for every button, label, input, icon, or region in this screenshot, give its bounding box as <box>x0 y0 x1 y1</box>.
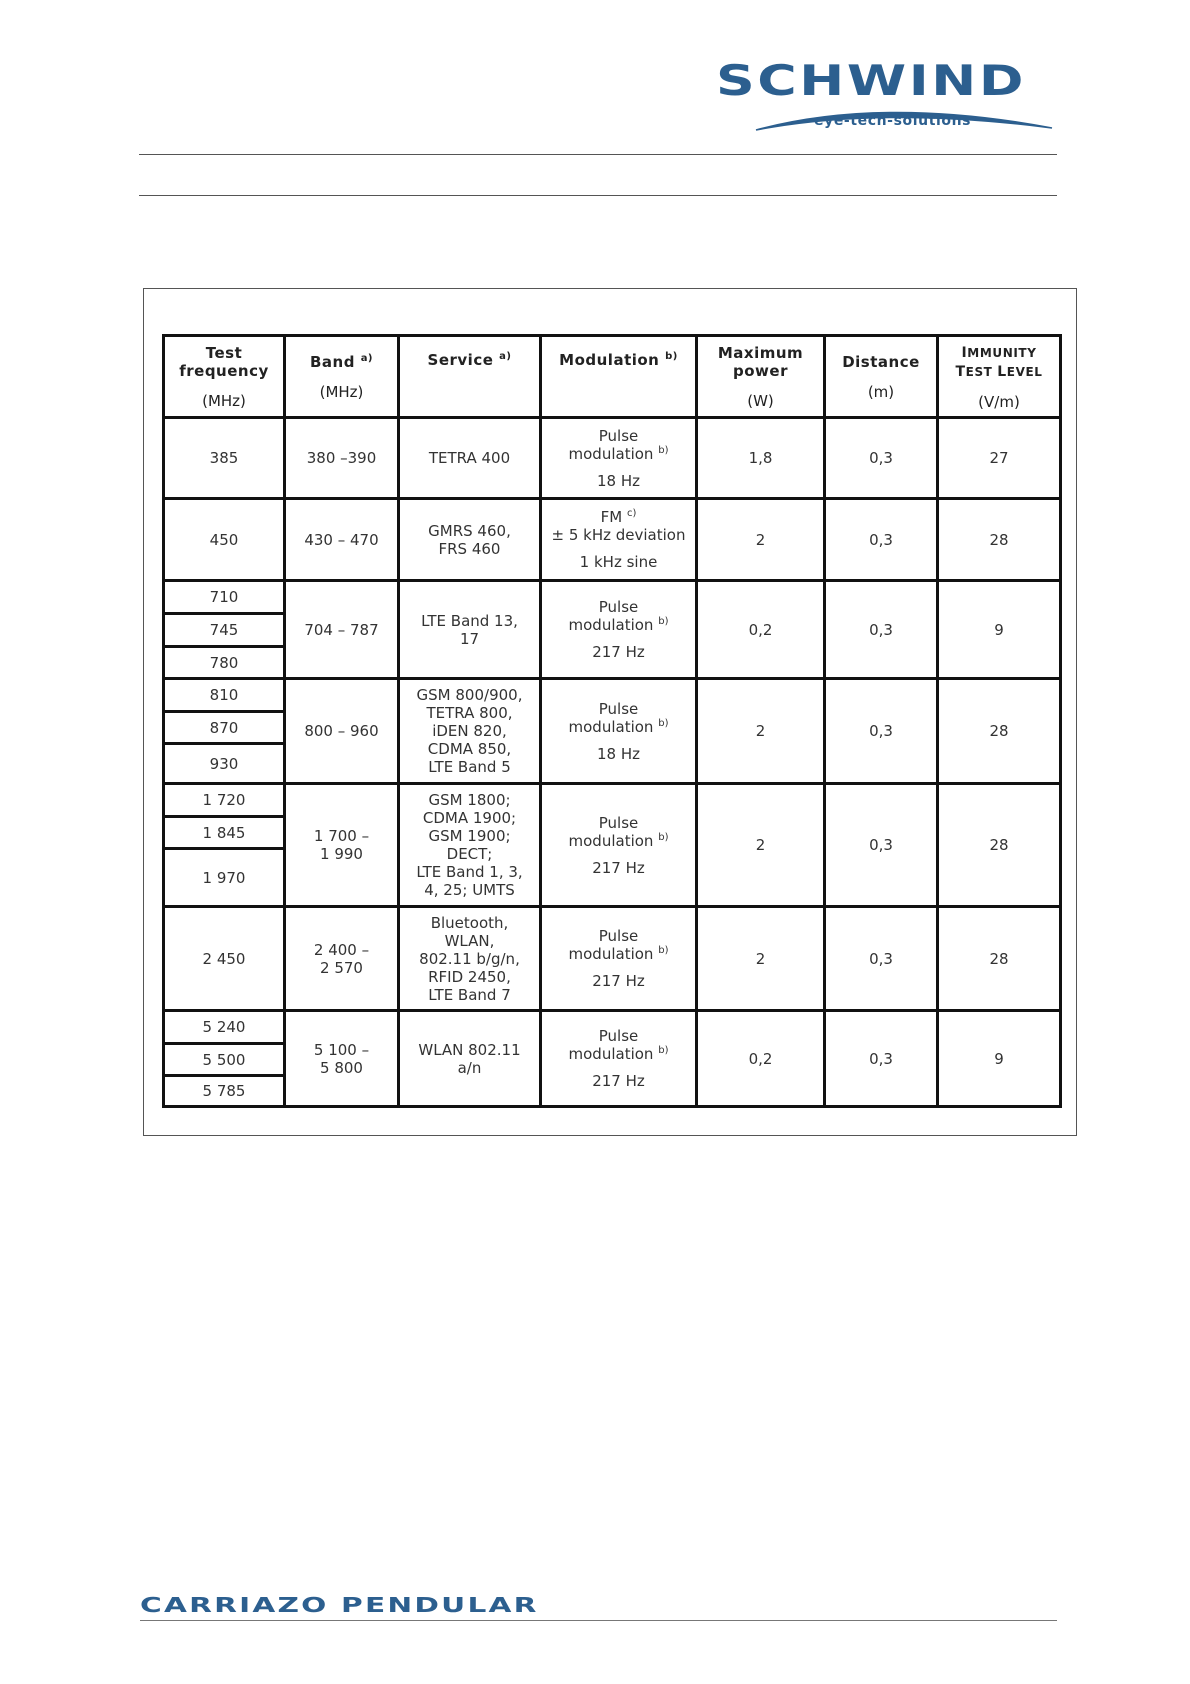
service-cell: TETRA 400 <box>399 418 541 499</box>
schwind-logo <box>712 56 1062 136</box>
modulation-cell: Pulse modulation $^{b)}$ 217 Hz <box>541 581 697 679</box>
band-cell: 1 700 – 1 990 <box>285 784 399 907</box>
header-rule-1 <box>139 154 1057 155</box>
header-rule-2 <box>139 195 1057 196</box>
max-power-cell: 2 <box>697 499 825 581</box>
logo-wordmark: SCHWIND <box>716 56 1027 105</box>
service-cell: Bluetooth, WLAN, 802.11 b/g/n, RFID 2450, LTE Band 7 <box>399 907 541 1011</box>
service-cell: GSM 1800; CDMA 1900; GSM 1900; DECT; LTE Band 1, 3, 4, 25; UMTS <box>399 784 541 907</box>
band-cell: 380 –390 <box>285 418 399 499</box>
modulation-cell: Pulse modulation $^{b)}$ 18 Hz <box>541 679 697 784</box>
table-row <box>164 1011 1061 1044</box>
max-power-cell: 2 <box>697 679 825 784</box>
table-row <box>164 679 1061 712</box>
frequency-cell: 710 <box>164 581 285 614</box>
max-power-cell: 1,8 <box>697 418 825 499</box>
immunity-level-cell: 28 <box>938 499 1061 581</box>
frequency-cell: 2 450 <box>164 907 285 1011</box>
frequency-cell: 780 <box>164 647 285 679</box>
header-test-frequency: Test frequency (MHz) <box>164 336 285 418</box>
band-cell: 2 400 – 2 570 <box>285 907 399 1011</box>
table-row <box>164 907 1061 1011</box>
modulation-cell: Pulse modulation $^{b)}$ 217 Hz <box>541 784 697 907</box>
frequency-cell: 1 845 <box>164 817 285 849</box>
header-distance: Distance (m) <box>825 336 938 418</box>
distance-cell: 0,3 <box>825 1011 938 1107</box>
distance-cell: 0,3 <box>825 499 938 581</box>
frequency-cell: 5 785 <box>164 1076 285 1107</box>
header-band: Band $^{a)}$ (MHz) <box>285 336 399 418</box>
table-row <box>164 581 1061 614</box>
immunity-level-cell: 28 <box>938 784 1061 907</box>
frequency-cell: 385 <box>164 418 285 499</box>
distance-cell: 0,3 <box>825 418 938 499</box>
service-cell: GMRS 460, FRS 460 <box>399 499 541 581</box>
footer-rule <box>140 1620 1057 1621</box>
distance-cell: 0,3 <box>825 784 938 907</box>
frequency-cell: 1 970 <box>164 849 285 907</box>
max-power-cell: 2 <box>697 784 825 907</box>
modulation-cell: Pulse modulation $^{b)}$ 217 Hz <box>541 907 697 1011</box>
table-row <box>164 784 1061 817</box>
table-row <box>164 499 1061 581</box>
band-cell: 5 100 – 5 800 <box>285 1011 399 1107</box>
modulation-cell: Pulse modulation $^{b)}$ 18 Hz <box>541 418 697 499</box>
band-cell: 430 – 470 <box>285 499 399 581</box>
header-max-power: Maximum power (W) <box>697 336 825 418</box>
band-cell: 704 – 787 <box>285 581 399 679</box>
distance-cell: 0,3 <box>825 679 938 784</box>
table-row <box>164 418 1061 499</box>
immunity-level-cell: 9 <box>938 1011 1061 1107</box>
modulation-cell: FM $^{c)}$ ± 5 kHz deviation 1 kHz sine <box>541 499 697 581</box>
header-modulation: Modulation $^{b)}$ <box>541 336 697 418</box>
immunity-level-cell: 27 <box>938 418 1061 499</box>
frequency-cell: 5 240 <box>164 1011 285 1044</box>
frequency-cell: 450 <box>164 499 285 581</box>
service-cell: WLAN 802.11 a/n <box>399 1011 541 1107</box>
service-cell: LTE Band 13, 17 <box>399 581 541 679</box>
distance-cell: 0,3 <box>825 907 938 1011</box>
max-power-cell: 0,2 <box>697 1011 825 1107</box>
immunity-test-table <box>162 334 1062 1108</box>
max-power-cell: 2 <box>697 907 825 1011</box>
logo-tagline: eye-tech-solutions <box>814 113 972 129</box>
frequency-cell: 745 <box>164 614 285 647</box>
header-service: Service $^{a)}$ <box>399 336 541 418</box>
table-header-row <box>164 336 1061 418</box>
frequency-cell: 5 500 <box>164 1044 285 1076</box>
immunity-level-cell: 28 <box>938 907 1061 1011</box>
frequency-cell: 870 <box>164 712 285 744</box>
frequency-cell: 1 720 <box>164 784 285 817</box>
modulation-cell: Pulse modulation $^{b)}$ 217 Hz <box>541 1011 697 1107</box>
frequency-cell: 810 <box>164 679 285 712</box>
max-power-cell: 0,2 <box>697 581 825 679</box>
distance-cell: 0,3 <box>825 581 938 679</box>
footer-brand: CARRIAZO PENDULAR <box>140 1593 539 1617</box>
frequency-cell: 930 <box>164 744 285 784</box>
header-immunity-level: IMMUNITY TEST LEVEL (V/m) <box>938 336 1061 418</box>
service-cell: GSM 800/900, TETRA 800, iDEN 820, CDMA 850, LTE Band 5 <box>399 679 541 784</box>
immunity-level-cell: 28 <box>938 679 1061 784</box>
band-cell: 800 – 960 <box>285 679 399 784</box>
immunity-level-cell: 9 <box>938 581 1061 679</box>
